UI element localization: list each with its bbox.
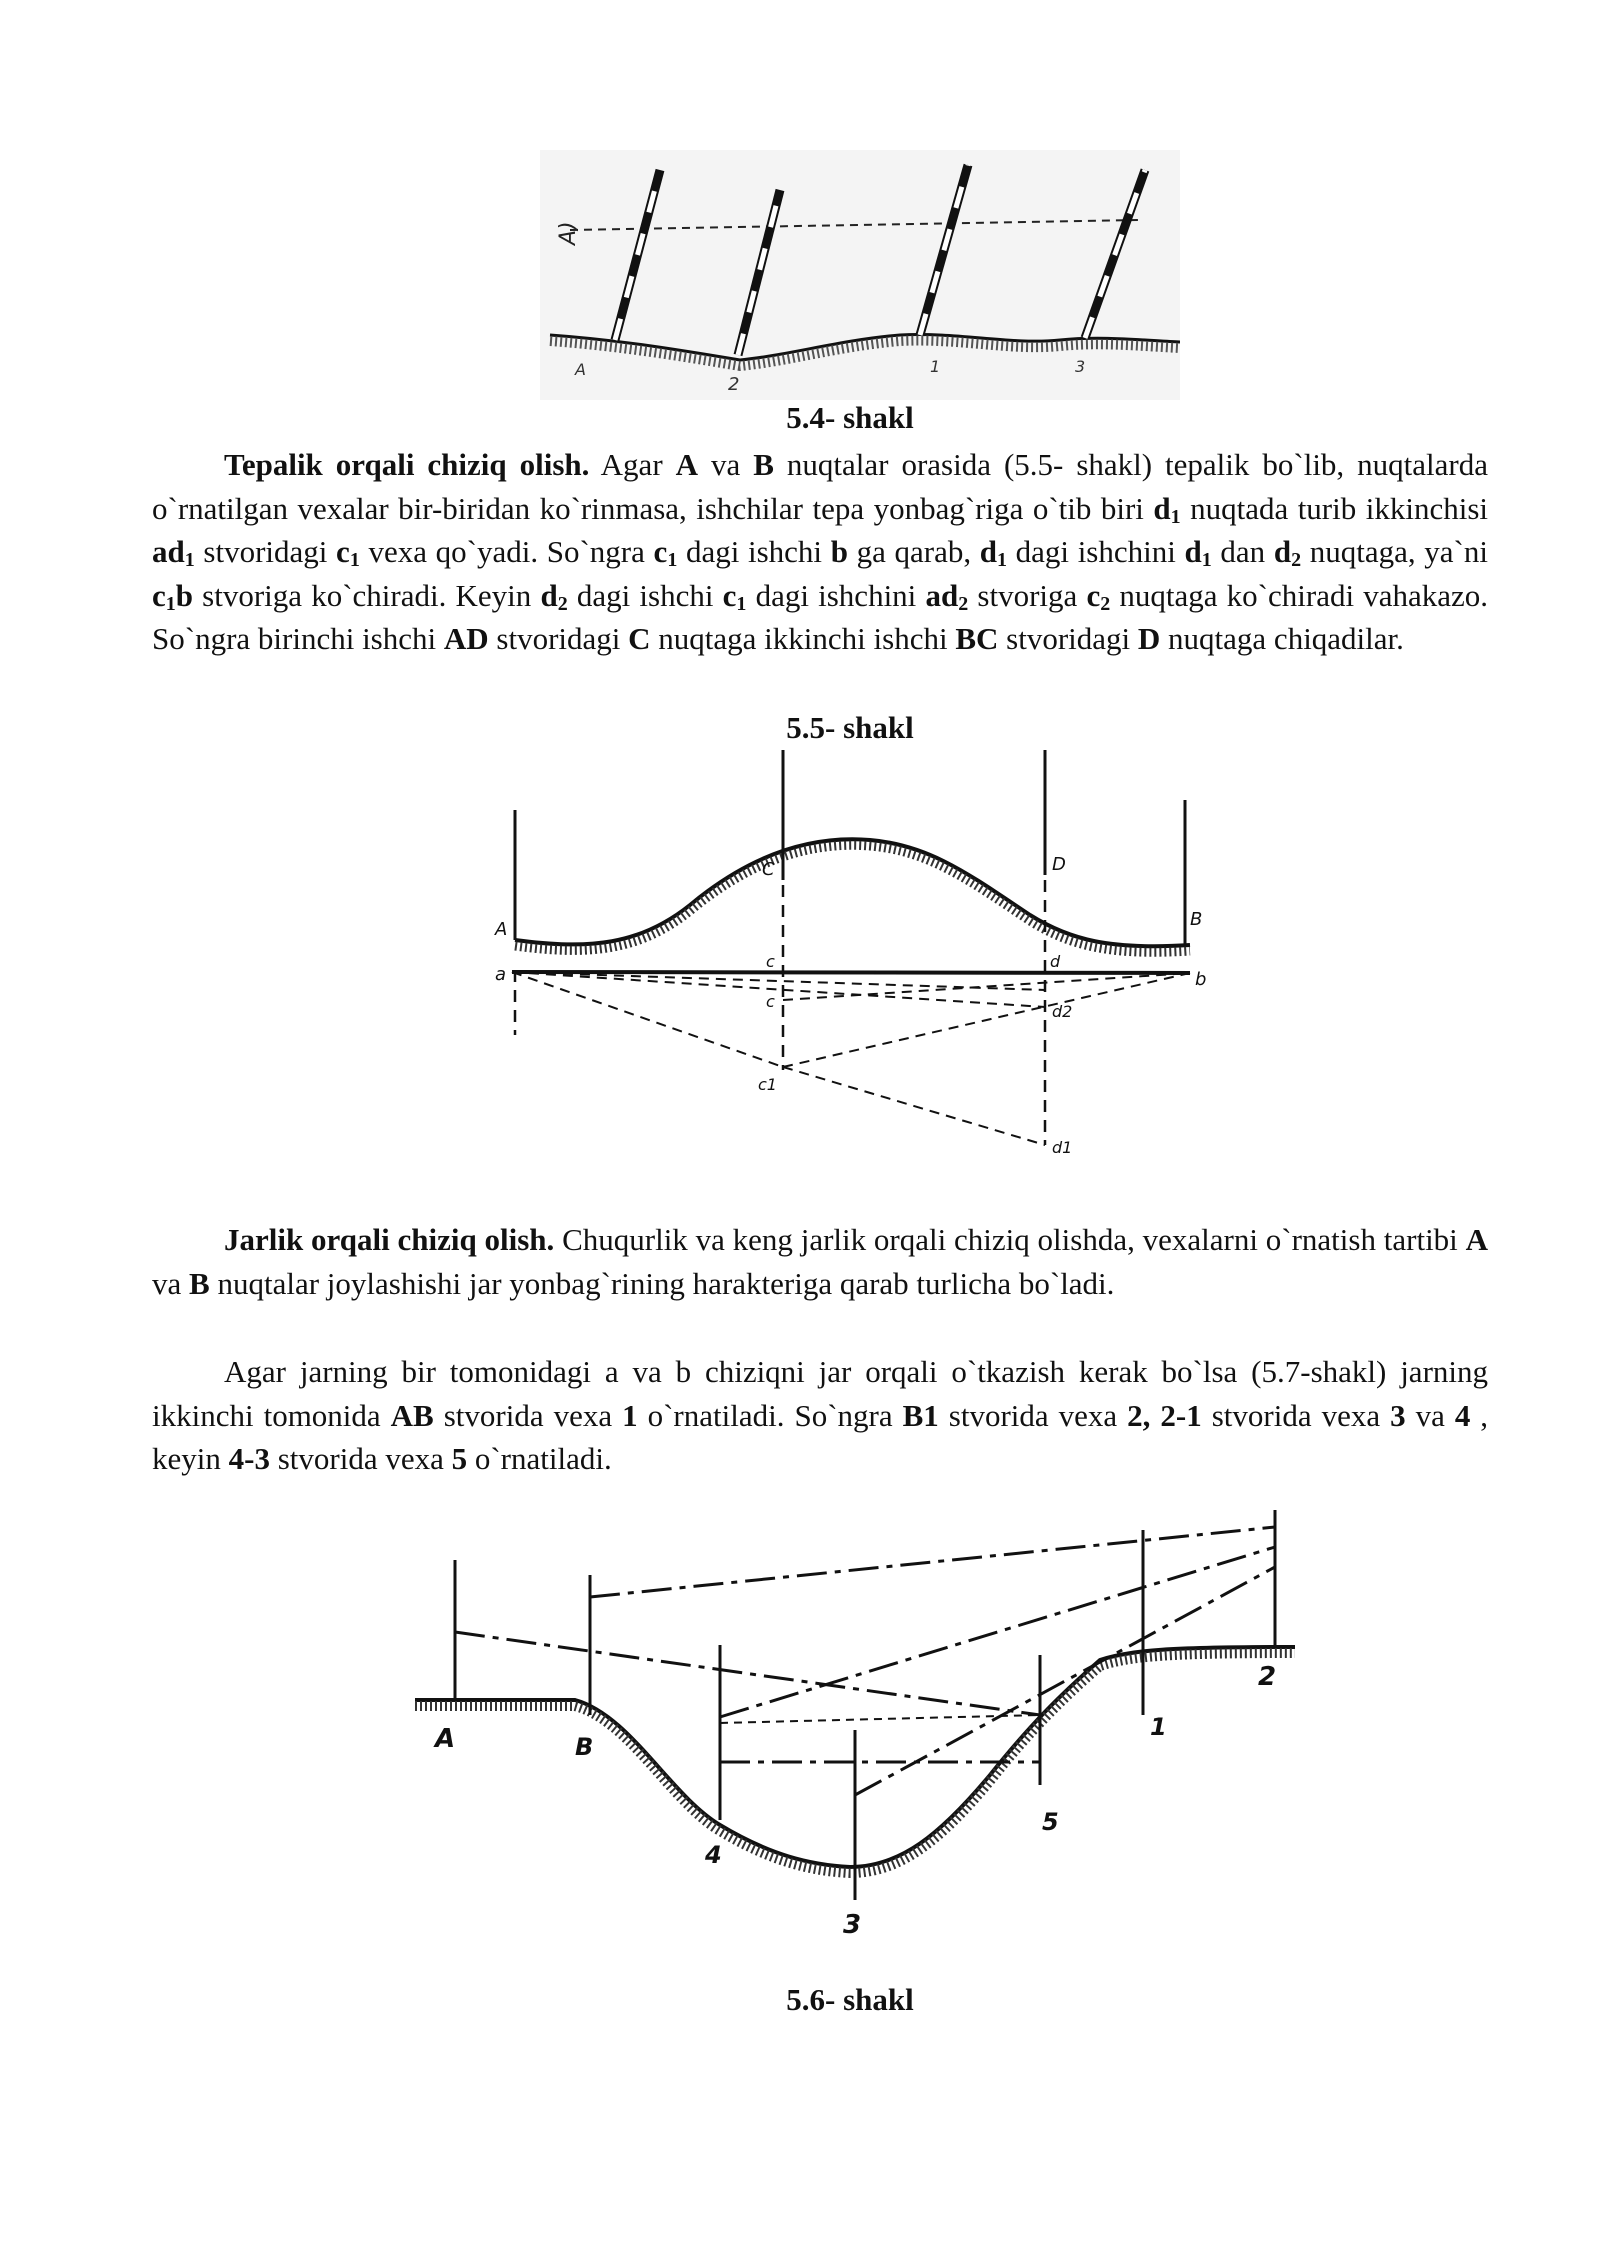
paragraph-jarlik: Jarlik orqali chiziq olish. Chuqurlik va keng jarlik orqali chiziq olishda, vexalarni o`rnatish tartibi A va B nuqtalar joylashishi jar yonbag`rining harakteriga qarab turlicha bo`ladi. — [152, 1222, 1488, 1301]
fig56-label-1: 1 — [1150, 1713, 1167, 1741]
fig55-label-c1: c1 — [758, 1075, 777, 1094]
section-title: Tepalik orqali chiziq olish. — [224, 447, 590, 482]
fig55-label-c-upper: C — [762, 859, 775, 880]
fig56-label-a: A — [435, 1724, 456, 1754]
fig55-label-b-lower: b — [1195, 969, 1207, 990]
fig56-label-4: 4 — [705, 1841, 722, 1869]
fig55-label-b-upper: B — [1190, 909, 1203, 930]
figure-5-5-caption: 5.5- shakl — [786, 710, 914, 745]
fig56-label-3: 3 — [843, 1910, 862, 1940]
svg-text:A): A) — [556, 221, 581, 245]
figure-5-5 — [490, 745, 1210, 1165]
fig55-label-d2: d2 — [1052, 1002, 1073, 1021]
fig56-label-5: 5 — [1042, 1808, 1059, 1836]
fig55-label-c2: c — [766, 992, 775, 1011]
fig54-label-1: 1 — [930, 357, 941, 376]
figure-5-4 — [540, 150, 1180, 400]
figure-5-4-caption: 5.4- shakl — [786, 400, 914, 435]
fig55-label-c-lower: c — [766, 952, 775, 971]
fig55-label-d-upper: D — [1052, 854, 1066, 875]
fig55-label-a-lower: a — [495, 964, 507, 985]
figure-5-6 — [410, 1505, 1300, 1945]
fig56-label-b: B — [575, 1733, 594, 1761]
fig55-label-d-lower: d — [1050, 952, 1061, 971]
fig55-label-d1: d1 — [1052, 1138, 1073, 1157]
paragraph-jar-vexa: Agar jarning bir tomonidagi a va b chiziqni jar orqali o`tkazish kerak bo`lsa (5.7-shakl) jarning ikkinchi tomonida AB stvorida vexa 1 o`rnatiladi. So`ngra B1 stvorida vexa 2, 2-1 stvorida vexa 3 va 4 , keyin 4-3 stvorida vexa 5 o`rnatiladi. — [152, 1354, 1489, 1476]
fig56-label-2: 2 — [1258, 1662, 1277, 1692]
fig54-label-3: 3 — [1075, 357, 1086, 376]
paragraph-tepalik: Tepalik orqali chiziq olish. Agar A va B nuqtalar orasida (5.5- shakl) tepalik bo`lib, nuqtalarda o`rnatilgan vexalar bir-biridan ko`rinmasa, ishchilar tepa yonbag`riga o`tib biri $d_1$ nuqtada turib ikkinchisi $ad_1$ stvoridagi $c_1$ vexa qo`yadi. So`ngra $c_1$ dagi ishchi b ga qarab, $d_1$ dagi ishchini $d_1$ dan $d_2$ nuqtaga, ya`ni $c_1b$ stvoriga ko`chiradi. Keyin $d_2$ dagi ishchi $c_1$ dagi ishchini $ad_2$ stvoriga $c_2$ nuqtaga ko`chiradi vahakazo. So`ngra birinchi ishchi AD stvoridagi C nuqtaga ikkinchi ishchi BC stvoridagi D nuqtaga chiqadilar. — [152, 447, 1489, 656]
fig55-label-a-upper: A — [495, 919, 508, 940]
figure-5-6-caption: 5.6- shakl — [786, 1982, 914, 2017]
fig54-label-a: A — [575, 360, 586, 379]
fig54-label-2: 2 — [728, 374, 740, 395]
section-title: Jarlik orqali chiziq olish. — [224, 1222, 555, 1257]
